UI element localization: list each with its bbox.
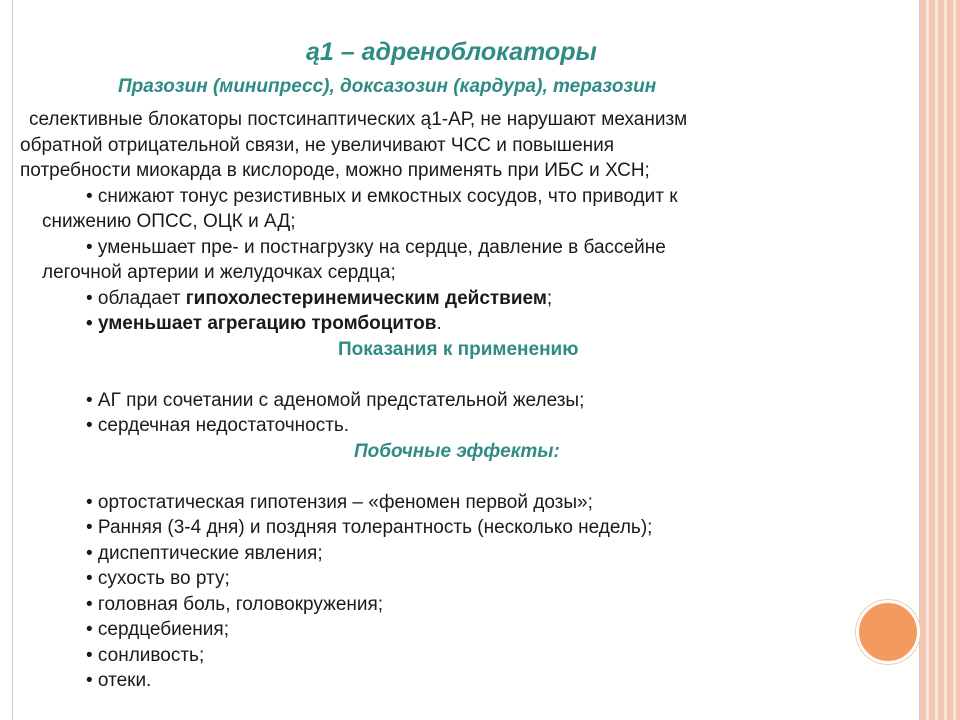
side-effect-item: • головная боль, головокружения; xyxy=(86,593,384,615)
indication-item: • АГ при сочетании с аденомой предстательной железы; xyxy=(86,389,585,411)
effect-item xyxy=(20,286,900,312)
intro-line: селективные блокаторы постсинаптических ą1-АР, не нарушают механизм xyxy=(29,109,688,130)
effect-prefix: • xyxy=(86,313,98,334)
intro-line: обратной отрицательной связи, не увеличивают ЧСС и повышения xyxy=(20,134,615,156)
effect-item xyxy=(20,311,900,337)
side-effect-item: • Ранняя (3-4 дня) и поздняя толерантность (несколько недель); xyxy=(86,517,653,538)
side-effect-item: • диспептические явления; xyxy=(86,542,323,564)
effect-suffix: ; xyxy=(546,287,553,309)
slide-subtitle: Празозин (минипресс), доксазозин (кардура), теразозин xyxy=(118,76,657,97)
indication-item: • сердечная недостаточность. xyxy=(86,415,350,436)
intro-line: потребности миокарда в кислороде, можно применять при ИБС и ХСН; xyxy=(20,160,650,181)
effect-item-continued: легочной артерии и желудочках сердца; xyxy=(42,262,396,283)
decorative-stripes xyxy=(920,0,960,720)
spacer xyxy=(20,464,900,490)
side-effect-item: • сонливость; xyxy=(86,644,205,666)
side-effect-item: • отеки. xyxy=(86,670,152,691)
side-effect-item: • сухость во рту; xyxy=(86,568,230,589)
side-effects-heading: Побочные эффекты: xyxy=(354,440,560,462)
slide-title: ą1 – адреноблокаторы xyxy=(306,38,597,66)
spacer xyxy=(20,362,900,388)
effect-prefix: • обладает xyxy=(86,287,186,309)
slide-body xyxy=(20,107,900,694)
effect-bold: гипохолестеринемическим действием xyxy=(185,287,547,309)
effect-bold: уменьшает агрегацию тромбоцитов xyxy=(97,313,437,334)
effect-item: • уменьшает пре- и постнагрузку на сердце, давление в бассейне xyxy=(86,236,666,258)
side-effect-item: • сердцебиения; xyxy=(86,619,229,640)
side-effect-item: • ортостатическая гипотензия – «феномен первой дозы»; xyxy=(86,491,593,513)
effect-item: • снижают тонус резистивных и емкостных сосудов, что приводит к xyxy=(86,185,678,207)
effect-item-continued: снижению ОПСС, ОЦК и АД; xyxy=(42,211,296,232)
effect-suffix: . xyxy=(436,313,442,334)
indications-heading: Показания к применению xyxy=(338,338,579,360)
